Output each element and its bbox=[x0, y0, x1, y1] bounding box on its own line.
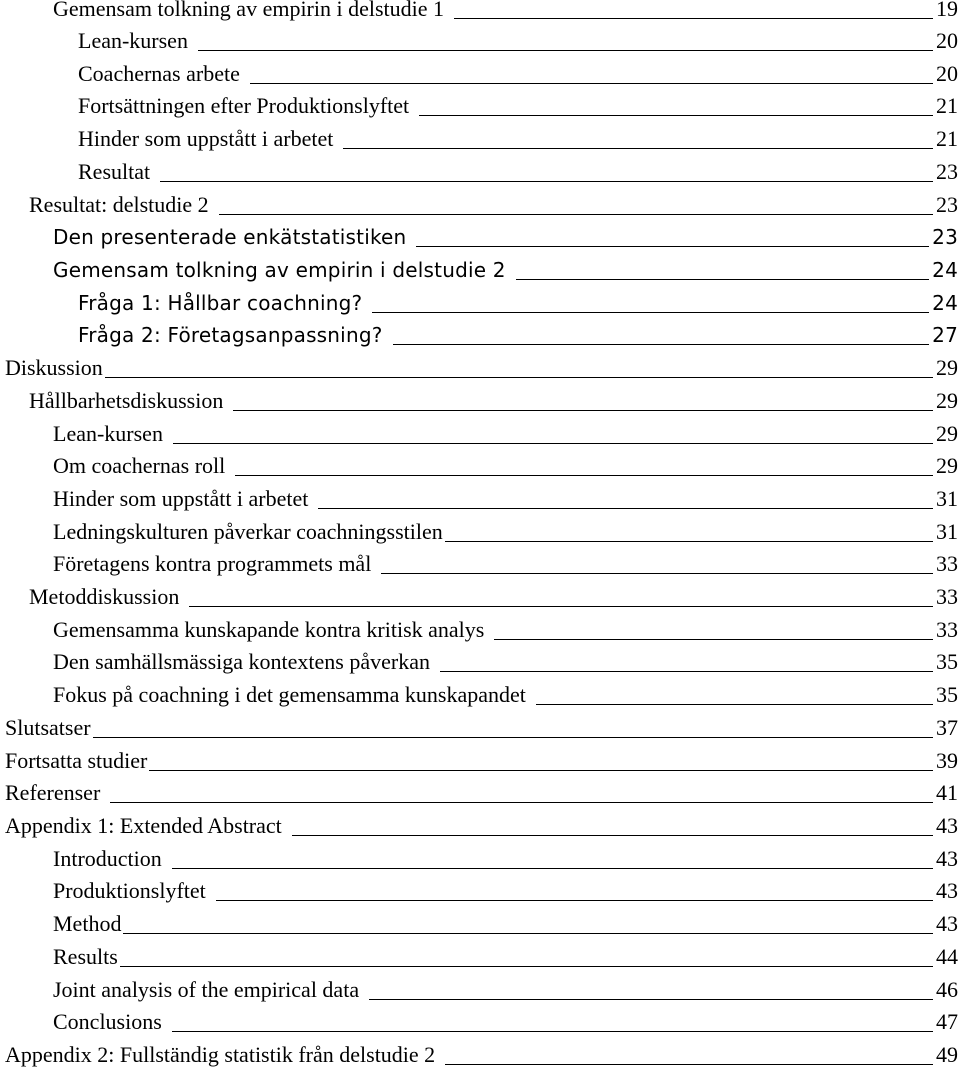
toc-entry-title: Method bbox=[53, 911, 122, 936]
toc-leader-line bbox=[419, 115, 933, 116]
toc-leader-line bbox=[516, 279, 929, 280]
toc-entry[interactable] bbox=[0, 22, 960, 54]
toc-entry-title: Ledningskulturen påverkar coachningsstilen bbox=[53, 519, 443, 544]
toc-entry[interactable] bbox=[0, 774, 960, 806]
toc-entry[interactable] bbox=[0, 218, 960, 250]
toc-leader-line bbox=[93, 737, 933, 738]
toc-entry-page: 41 bbox=[936, 780, 958, 805]
toc-entry-page: 29 bbox=[936, 421, 958, 446]
toc-leader-line bbox=[110, 802, 933, 803]
toc-entry[interactable] bbox=[0, 742, 960, 774]
toc-entry-title: Fråga 1: Hållbar coachning? bbox=[78, 291, 363, 315]
toc-entry-title: Gemensam tolkning av empirin i delstudie 2 bbox=[53, 258, 506, 282]
toc-entry[interactable] bbox=[0, 1003, 960, 1035]
toc-leader-line bbox=[189, 606, 933, 607]
toc-leader-line bbox=[454, 18, 933, 19]
toc-entry-page: 29 bbox=[936, 388, 958, 413]
toc-entry[interactable] bbox=[0, 578, 960, 610]
toc-entry-title: Fråga 2: Företagsanpassning? bbox=[78, 323, 383, 347]
toc-entry-page: 33 bbox=[936, 551, 958, 576]
toc-entry-title: Hinder som uppstått i arbetet bbox=[78, 126, 334, 151]
toc-entry-title: Referenser bbox=[5, 780, 101, 805]
toc-entry[interactable] bbox=[0, 186, 960, 218]
toc-entry[interactable] bbox=[0, 284, 960, 316]
toc-leader-line bbox=[173, 443, 933, 444]
toc-entry-page: 43 bbox=[936, 911, 958, 936]
toc-entry-title: Results bbox=[53, 944, 118, 969]
toc-entry[interactable] bbox=[0, 447, 960, 479]
toc-entry[interactable] bbox=[0, 938, 960, 970]
toc-entry-title: Introduction bbox=[53, 846, 162, 871]
toc-entry[interactable] bbox=[0, 251, 960, 283]
toc-entry-page: 47 bbox=[936, 1009, 958, 1034]
toc-leader-line bbox=[105, 377, 933, 378]
toc-leader-line bbox=[233, 410, 933, 411]
toc-leader-line bbox=[172, 1031, 933, 1032]
toc-entry-page: 31 bbox=[936, 486, 958, 511]
toc-leader-line bbox=[216, 900, 933, 901]
toc-leader-line bbox=[172, 868, 933, 869]
toc-leader-line bbox=[445, 1064, 933, 1065]
toc-entry-page: 29 bbox=[936, 355, 958, 380]
toc-entry[interactable] bbox=[0, 545, 960, 577]
toc-entry-page: 21 bbox=[936, 126, 958, 151]
toc-entry-page: 23 bbox=[936, 159, 958, 184]
toc-entry-page: 43 bbox=[936, 878, 958, 903]
toc-entry[interactable] bbox=[0, 316, 960, 348]
toc-entry-title: Företagens kontra programmets mål bbox=[53, 551, 372, 576]
toc-entry[interactable] bbox=[0, 0, 960, 22]
toc-entry-title: Hållbarhetsdiskussion bbox=[29, 388, 224, 413]
toc-entry[interactable] bbox=[0, 611, 960, 643]
toc-entry[interactable] bbox=[0, 1036, 960, 1068]
toc-leader-line bbox=[160, 181, 933, 182]
toc-entry-page: 33 bbox=[936, 617, 958, 642]
toc-entry[interactable] bbox=[0, 120, 960, 152]
toc-entry[interactable] bbox=[0, 55, 960, 87]
toc-entry-page: 33 bbox=[936, 584, 958, 609]
toc-entry-title: Fokus på coachning i det gemensamma kunskapandet bbox=[53, 682, 526, 707]
toc-entry-title: Conclusions bbox=[53, 1009, 162, 1034]
toc-entry[interactable] bbox=[0, 709, 960, 741]
toc-entry-page: 35 bbox=[936, 682, 958, 707]
toc-entry-title: Den presenterade enkätstatistiken bbox=[53, 225, 407, 249]
toc-leader-line bbox=[440, 671, 933, 672]
toc-leader-line bbox=[120, 966, 933, 967]
toc-entry-title: Lean-kursen bbox=[53, 421, 163, 446]
toc-entry-title: Gemensam tolkning av empirin i delstudie 1 bbox=[53, 0, 445, 21]
toc-leader-line bbox=[494, 639, 933, 640]
toc-entry[interactable] bbox=[0, 840, 960, 872]
toc-entry-title: Resultat bbox=[78, 159, 151, 184]
toc-entry-title: Appendix 1: Extended Abstract bbox=[5, 813, 282, 838]
toc-entry[interactable] bbox=[0, 382, 960, 414]
toc-entry-page: 43 bbox=[936, 846, 958, 871]
toc-leader-line bbox=[123, 933, 933, 934]
toc-entry-title: Hinder som uppstått i arbetet bbox=[53, 486, 309, 511]
toc-leader-line bbox=[235, 475, 933, 476]
toc-entry[interactable] bbox=[0, 676, 960, 708]
toc-entry-page: 43 bbox=[936, 813, 958, 838]
toc-leader-line bbox=[369, 999, 933, 1000]
toc-entry-title: Om coachernas roll bbox=[53, 453, 226, 478]
toc-entry-page: 35 bbox=[936, 649, 958, 674]
toc-entry-title: Produktionslyftet bbox=[53, 878, 206, 903]
toc-entry-page: 27 bbox=[932, 323, 958, 347]
toc-entry[interactable] bbox=[0, 807, 960, 839]
toc-leader-line bbox=[416, 246, 929, 247]
toc-leader-line bbox=[445, 541, 933, 542]
toc-entry-title: Lean-kursen bbox=[78, 28, 188, 53]
toc-entry-page: 37 bbox=[936, 715, 958, 740]
toc-leader-line bbox=[149, 770, 933, 771]
toc-entry[interactable] bbox=[0, 87, 960, 119]
toc-leader-line bbox=[292, 835, 933, 836]
toc-entry-page: 19 bbox=[936, 0, 958, 21]
toc-entry-page: 23 bbox=[936, 192, 958, 217]
toc-entry-page: 24 bbox=[932, 291, 958, 315]
toc-leader-line bbox=[393, 344, 930, 345]
toc-entry-page: 49 bbox=[936, 1042, 958, 1067]
toc-entry-page: 23 bbox=[932, 225, 958, 249]
toc-entry-title: Appendix 2: Fullständig statistik från delstudie 2 bbox=[5, 1042, 436, 1067]
toc-entry-page: 39 bbox=[936, 748, 958, 773]
toc-entry[interactable] bbox=[0, 153, 960, 185]
toc-entry[interactable] bbox=[0, 349, 960, 381]
toc-entry-title: Coachernas arbete bbox=[78, 61, 240, 86]
toc-entry[interactable] bbox=[0, 513, 960, 545]
toc-leader-line bbox=[198, 50, 933, 51]
toc-entry-title: Resultat: delstudie 2 bbox=[29, 192, 209, 217]
toc-entry-title: Gemensamma kunskapande kontra kritisk analys bbox=[53, 617, 485, 642]
toc-leader-line bbox=[219, 214, 933, 215]
toc-entry-page: 21 bbox=[936, 93, 958, 118]
toc-entry[interactable] bbox=[0, 643, 960, 675]
toc-entry[interactable] bbox=[0, 872, 960, 904]
toc-entry-page: 29 bbox=[936, 453, 958, 478]
toc-entry[interactable] bbox=[0, 480, 960, 512]
toc-leader-line bbox=[372, 312, 929, 313]
toc-entry-title: Fortsättningen efter Produktionslyftet bbox=[78, 93, 410, 118]
toc-entry-title: Den samhällsmässiga kontextens påverkan bbox=[53, 649, 430, 674]
toc-leader-line bbox=[381, 573, 933, 574]
toc-entry-page: 31 bbox=[936, 519, 958, 544]
toc-entry-page: 24 bbox=[932, 258, 958, 282]
toc-entry-page: 44 bbox=[936, 944, 958, 969]
toc-entry-title: Metoddiskussion bbox=[29, 584, 180, 609]
toc-entry[interactable] bbox=[0, 971, 960, 1003]
toc-leader-line bbox=[318, 508, 933, 509]
toc-entry-page: 20 bbox=[936, 61, 958, 86]
toc-entry[interactable] bbox=[0, 905, 960, 937]
toc-entry-title: Slutsatser bbox=[5, 715, 91, 740]
toc-leader-line bbox=[250, 83, 933, 84]
toc-entry[interactable] bbox=[0, 415, 960, 447]
toc-entry-title: Fortsatta studier bbox=[5, 748, 148, 773]
toc-entry-page: 46 bbox=[936, 977, 958, 1002]
toc-leader-line bbox=[536, 704, 933, 705]
toc-entry-title: Joint analysis of the empirical data bbox=[53, 977, 360, 1002]
toc-leader-line bbox=[343, 148, 933, 149]
toc-entry-page: 20 bbox=[936, 28, 958, 53]
toc-entry-title: Diskussion bbox=[5, 355, 103, 380]
